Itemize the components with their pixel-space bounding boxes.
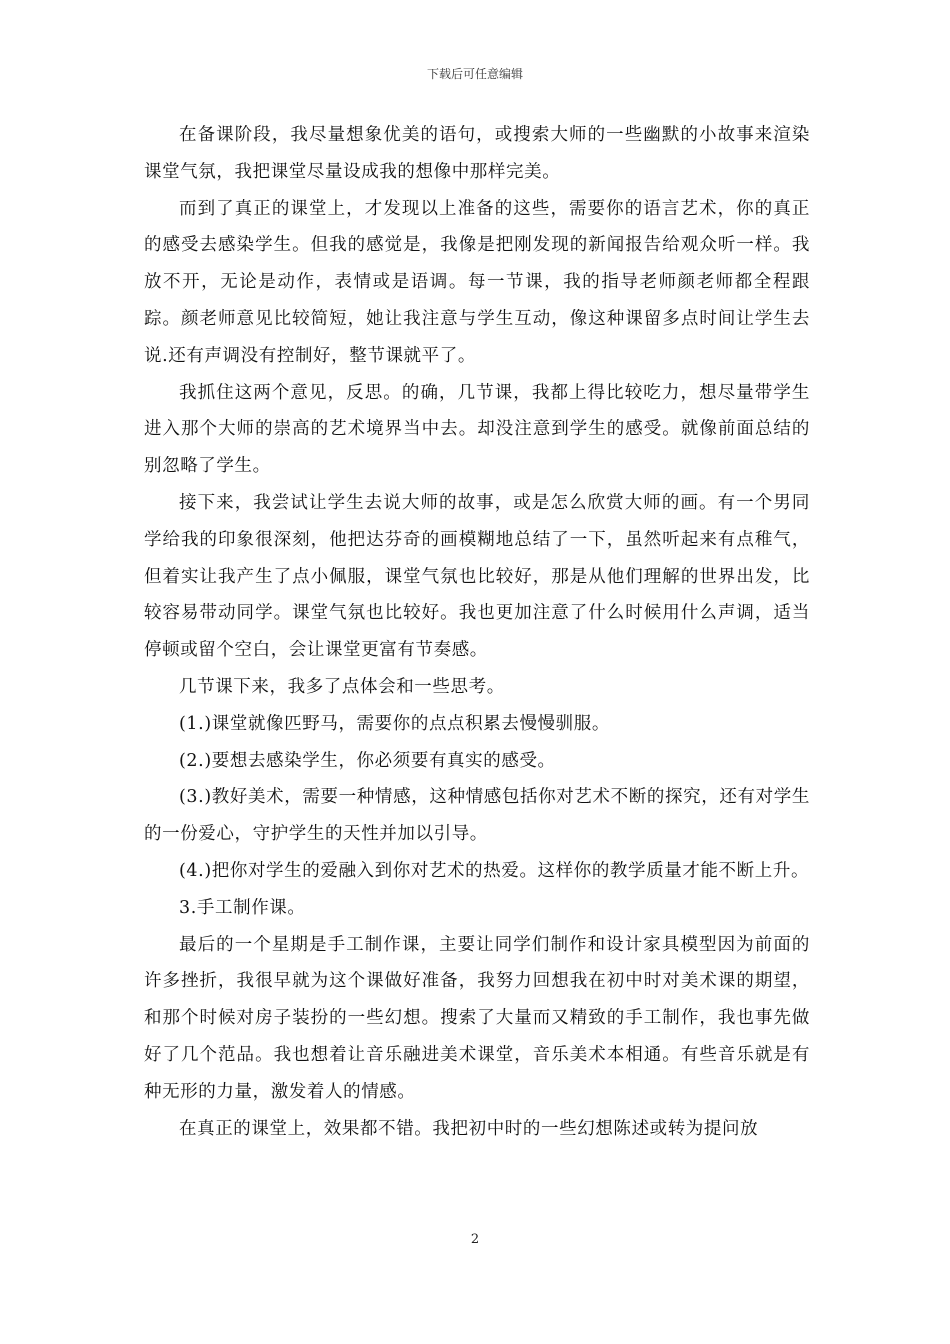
list-item-2: (2.)要想去感染学生，你必须要有真实的感受。: [179, 750, 556, 771]
paragraph-next-attempt: 接下来，我尝试让学生去说大师的故事，或是怎么欣赏大师的画。有一个男同学给我的印象很深刻，他把达芬奇的画模糊地总结了一下，虽然听起来有点稚气，但着实让我产生了点小佩服，课堂气氛也比较好，那是从他们理解的世界出发，比较容易带动同学。课堂气氛也比较好。我也更加注意了什么时候用什么声调，适当停顿或留个空白，会让课堂更富有节奏感。: [144, 492, 810, 661]
paragraph-reflection: 我抓住这两个意见，反思。的确，几节课，我都上得比较吃力，想尽量带学生进入那个大师的崇高的艺术境界当中去。却没注意到学生的感受。就像前面总结的别忽略了学生。: [144, 382, 810, 477]
paragraph-real-class-effect: 在真正的课堂上，效果都不错。我把初中时的一些幻想陈述或转为提问放: [179, 1118, 759, 1139]
page-number: 2: [470, 1232, 480, 1247]
paragraph-lesson-prep: 在备课阶段，我尽量想象优美的语句，或搜索大师的一些幽默的小故事来渲染课堂气氛，我把课堂尽量设成我的想像中那样完美。: [144, 125, 810, 182]
document-body: [144, 117, 810, 1147]
list-item-3: (3.)教好美术，需要一种情感，这种情感包括你对艺术不断的探究，还有对学生的一份爱心，守护学生的天性并加以引导。: [144, 787, 810, 845]
paragraph-real-classroom: 而到了真正的课堂上，才发现以上准备的这些，需要你的语言艺术，你的真正的感受去感染学生。但我的感觉是，我像是把刚发现的新闻报告给观众听一样。我放不开，无论是动作，表情或是语调。每一节课，我的指导老师颜老师都全程跟踪。颜老师意见比较简短，她让我注意与学生互动，像这种课留多点时间让学生去说.还有声调没有控制好，整节课就平了。: [144, 198, 810, 366]
paragraph-thoughts-intro: 几节课下来，我多了点体会和一些思考。: [179, 676, 505, 697]
list-item-4: (4.)把你对学生的爱融入到你对艺术的热爱。这样你的教学质量才能不断上升。: [179, 860, 810, 881]
page-header-note: 下载后可任意编辑: [426, 67, 523, 81]
section-heading-handcraft: 3.手工制作课。: [179, 897, 306, 918]
list-item-1: (1.)课堂就像匹野马，需要你的点点积累去慢慢驯服。: [179, 713, 610, 734]
paragraph-handcraft-class: 最后的一个星期是手工制作课，主要让同学们制作和设计家具模型因为前面的许多挫折，我很早就为这个课做好准备，我努力回想我在初中时对美术课的期望，和那个时候对房子装扮的一些幻想。搜索了大量而又精致的手工制作，我也事先做好了几个范品。我也想着让音乐融进美术课堂，音乐美术本相通。有些音乐就是有种无形的力量，激发着人的情感。: [144, 934, 810, 1102]
